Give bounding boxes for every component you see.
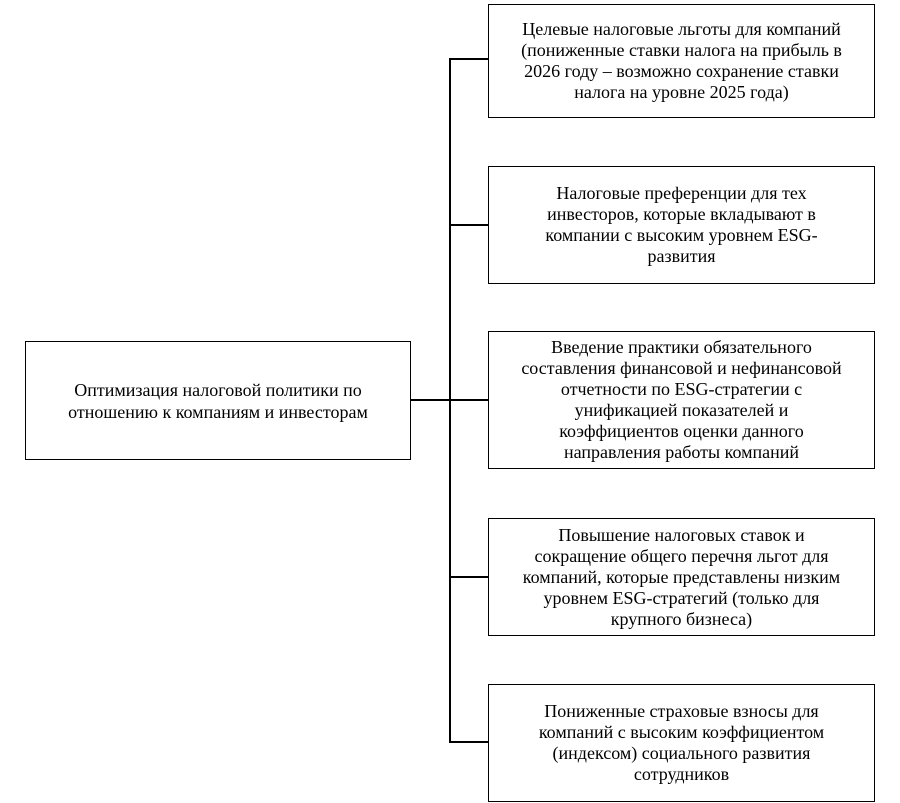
root-node: Оптимизация налоговой политики по отношению к компаниям и инвесторам [25, 341, 411, 460]
child-node-tax-increase: Повышение налоговых ставок и сокращение общего перечня льгот для компаний, которые представлены низким уровнем ESG-стратегий (только для крупного бизнеса) [488, 518, 875, 636]
child-node-tax-benefits: Целевые налоговые льготы для компаний (пониженные ставки налога на прибыль в 2026 году – возможно сохранение ставки налога на уровне 2025 года) [488, 4, 875, 118]
child-node-insurance-contributions: Пониженные страховые взносы для компаний с высоким коэффициентом (индексом) социального развития сотрудников [488, 684, 875, 802]
child-node-investor-preferences: Налоговые преференции для тех инвесторов, которые вкладывают в компании с высоким уровнем ESG- развития [488, 166, 875, 284]
child-node-esg-reporting: Введение практики обязательного составления финансовой и нефинансовой отчетности по ESG-стратегии с унификацией показателей и коэффициентов оценки данного направления работы компаний [488, 331, 875, 469]
